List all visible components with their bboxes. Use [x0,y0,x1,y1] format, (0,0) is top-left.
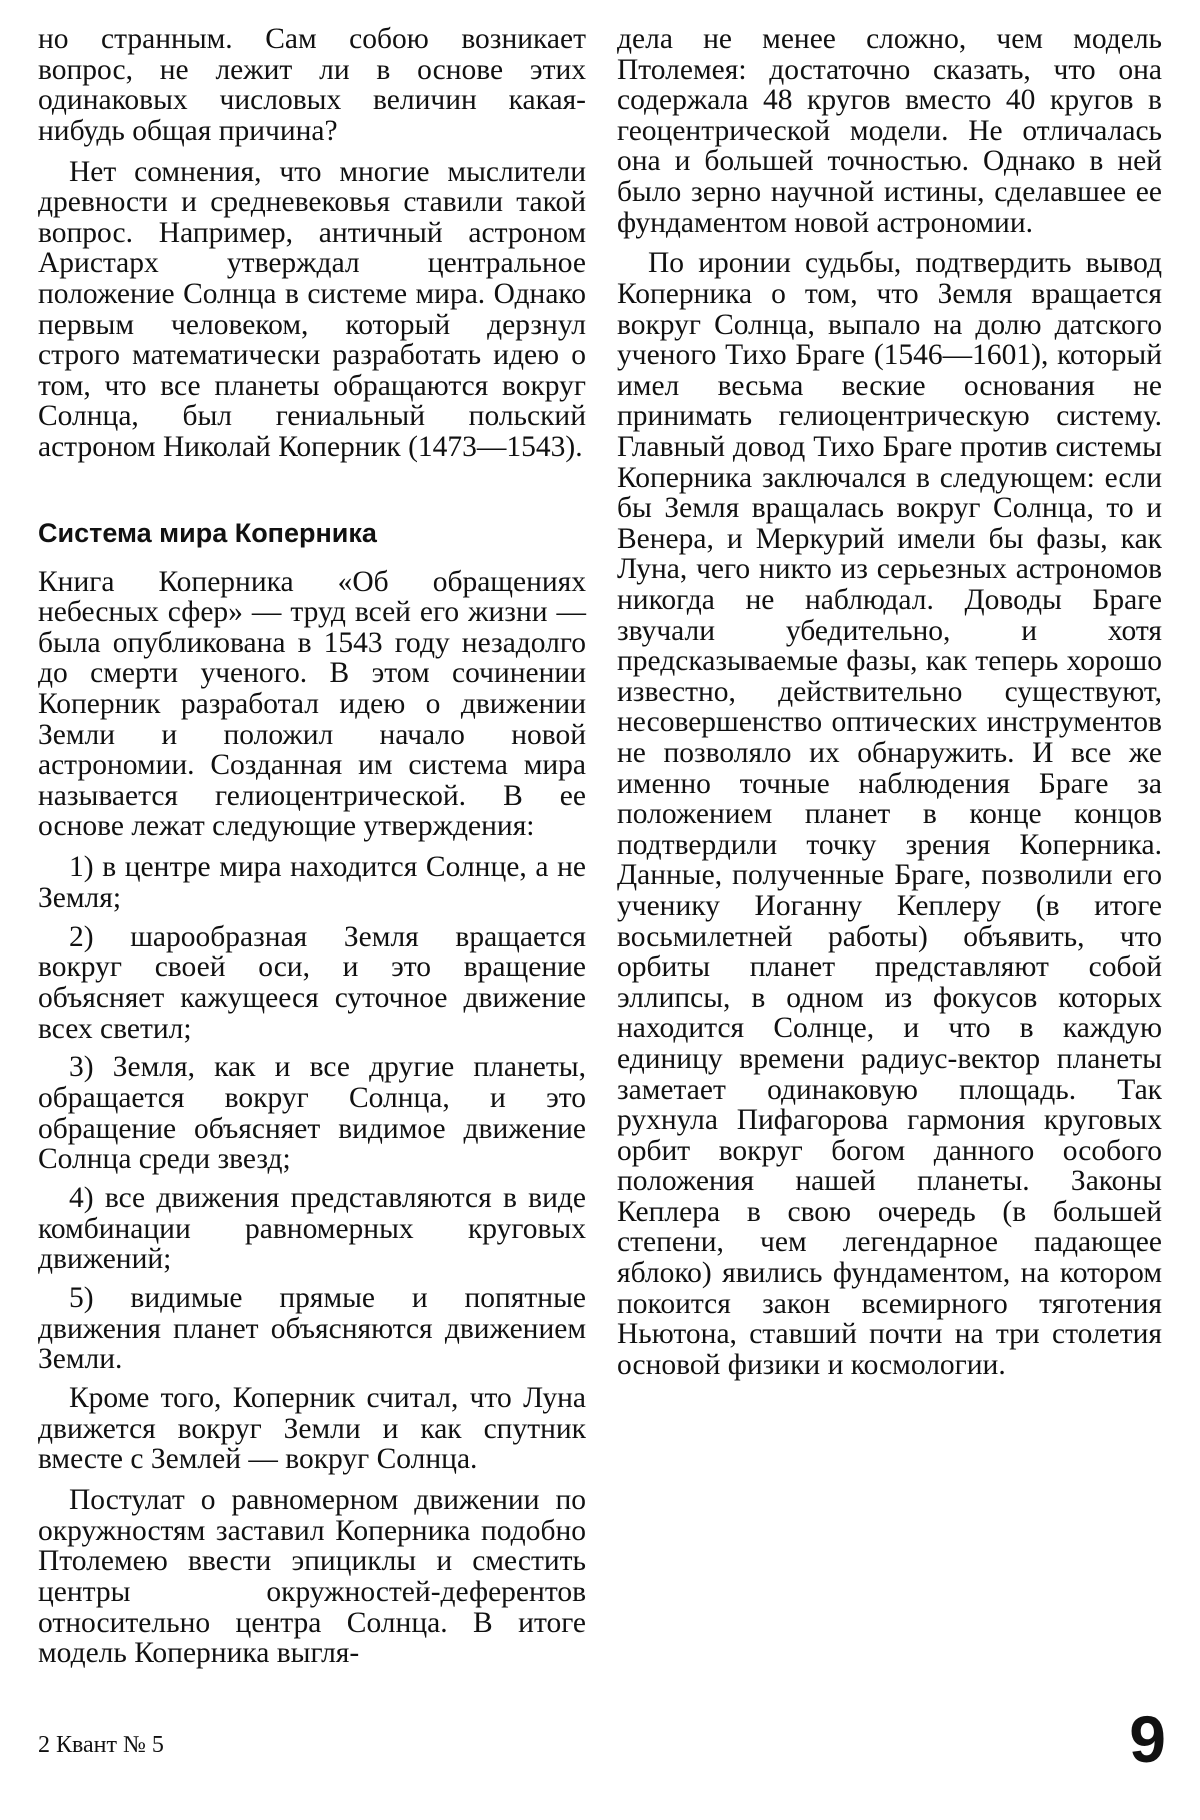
footer-signature: 2 Квант № 5 [38,1732,164,1758]
page-number: 9 [1129,1702,1166,1776]
paragraph-continuation: но странным. Сам собою возникает вопрос, не лежит ли в основе этих одинаковых числовых величин какая-нибудь общая причина? [38,23,586,147]
right-column [617,24,1162,1391]
paragraph-tycho-brahe: По иронии судьбы, подтвердить вывод Коперника о том, что Земля вращается вокруг Солнца, выпало на долю датского ученого Тихо Браге (1546—1601), который имел весьма веские основания не принимать гелиоцентрическую систему. Главный довод Тихо Браге против системы Коперника заключался в следующем: если бы Земля вращалась вокруг Солнца, то и Венера, и Меркурий имели бы фазы, как Луна, чего никто из серьезных астрономов никогда не наблюдал. Доводы Браге звучали убедительно, и хотя предсказываемые фазы, как теперь хорошо известно, действительно существуют, несовершенство оптических инструментов не позволяло их обнаружить. И все же именно точные наблюдения Браге за положением планет в конце концов подтвердили точку зрения Коперника. Данные, полученные Браге, позволили его ученику Иоганну Кеплеру (в итоге восьмилетней работы) объявить, что орбиты планет представляют собой эллипсы, в одном из фокусов которых находится Солнце, и что в каждую единицу времени радиус-вектор планеты заметает одинаковую площадь. Так рухнула Пифагорова гармония круговых орбит вокруг богом данного особого положения нашей планеты. Законы Кеплера в свою очередь (в большей степени, чем легендарное падающее яблоко) явились фундаментом, на котором покоится закон всемирного тяготения Ньютона, ставший почти на три столетия основой физики и космологии. [617,247,1162,1381]
paragraph-copernicus-book: Книга Коперника «Об обращениях небесных сфер» — труд всей его жизни — была опубликована в 1543 году незадолго до смерти ученого. В этом сочинении Коперник разработал идею о движении Земли и положил начало новой астрономии. Созданная им система мира называется гелиоцентрической. В ее основе лежат следующие утверждения: [38,565,586,843]
paragraph-continuation: дела не менее сложно, чем модель Птолемея: достаточно сказать, что она содержала 48 кругов вместо 40 кругов в геоцентрической модели. Не отличалась она и большей точностью. Однако в ней было зерно научной истины, сделавшее ее фундаментом новой астрономии. [617,23,1162,239]
paragraph-aristarchus: Нет сомнения, что многие мыслители древности и средневековья ставили такой вопрос. Например, античный астроном Аристарх утверждал центральное положение Солнца в системе мира. Однако первым человеком, который дерзнул строго математически разработать идею о том, что все планеты обращаются вокруг Солнца, был гениальный польский астроном Николай Коперник (1473—1543). [38,155,586,464]
paragraph-moon: Кроме того, Коперник считал, что Луна движется вокруг Земли и как спутник вместе с Землей — вокруг Солнца. [38,1382,586,1476]
list-item: 2) шарообразная Земля вращается вокруг своей оси, и это вращение объясняет кажущееся суточное движение всех светил; [38,920,586,1045]
list-item: 3) Земля, как и все другие планеты, обращается вокруг Солнца, и это обращение объясняет видимое движение Солнца среди звезд; [38,1051,586,1176]
list-item: 4) все движения представляются в виде комбинации равномерных круговых движений; [38,1181,586,1276]
list-item: 1) в центре мира находится Солнце, а не Земля; [38,851,586,914]
paragraph-postulate: Постулат о равномерном движении по окружностям заставил Коперника подобно Птолемею ввести эпициклы и сместить центры окружностей-деферентов относительно центра Солнца. В итоге модель Коперника выгля- [38,1484,586,1670]
list-item: 5) видимые прямые и попятные движения планет объясняются движением Земли. [38,1282,586,1376]
section-heading: Система мира Коперника [38,517,377,548]
left-column [38,24,586,1679]
